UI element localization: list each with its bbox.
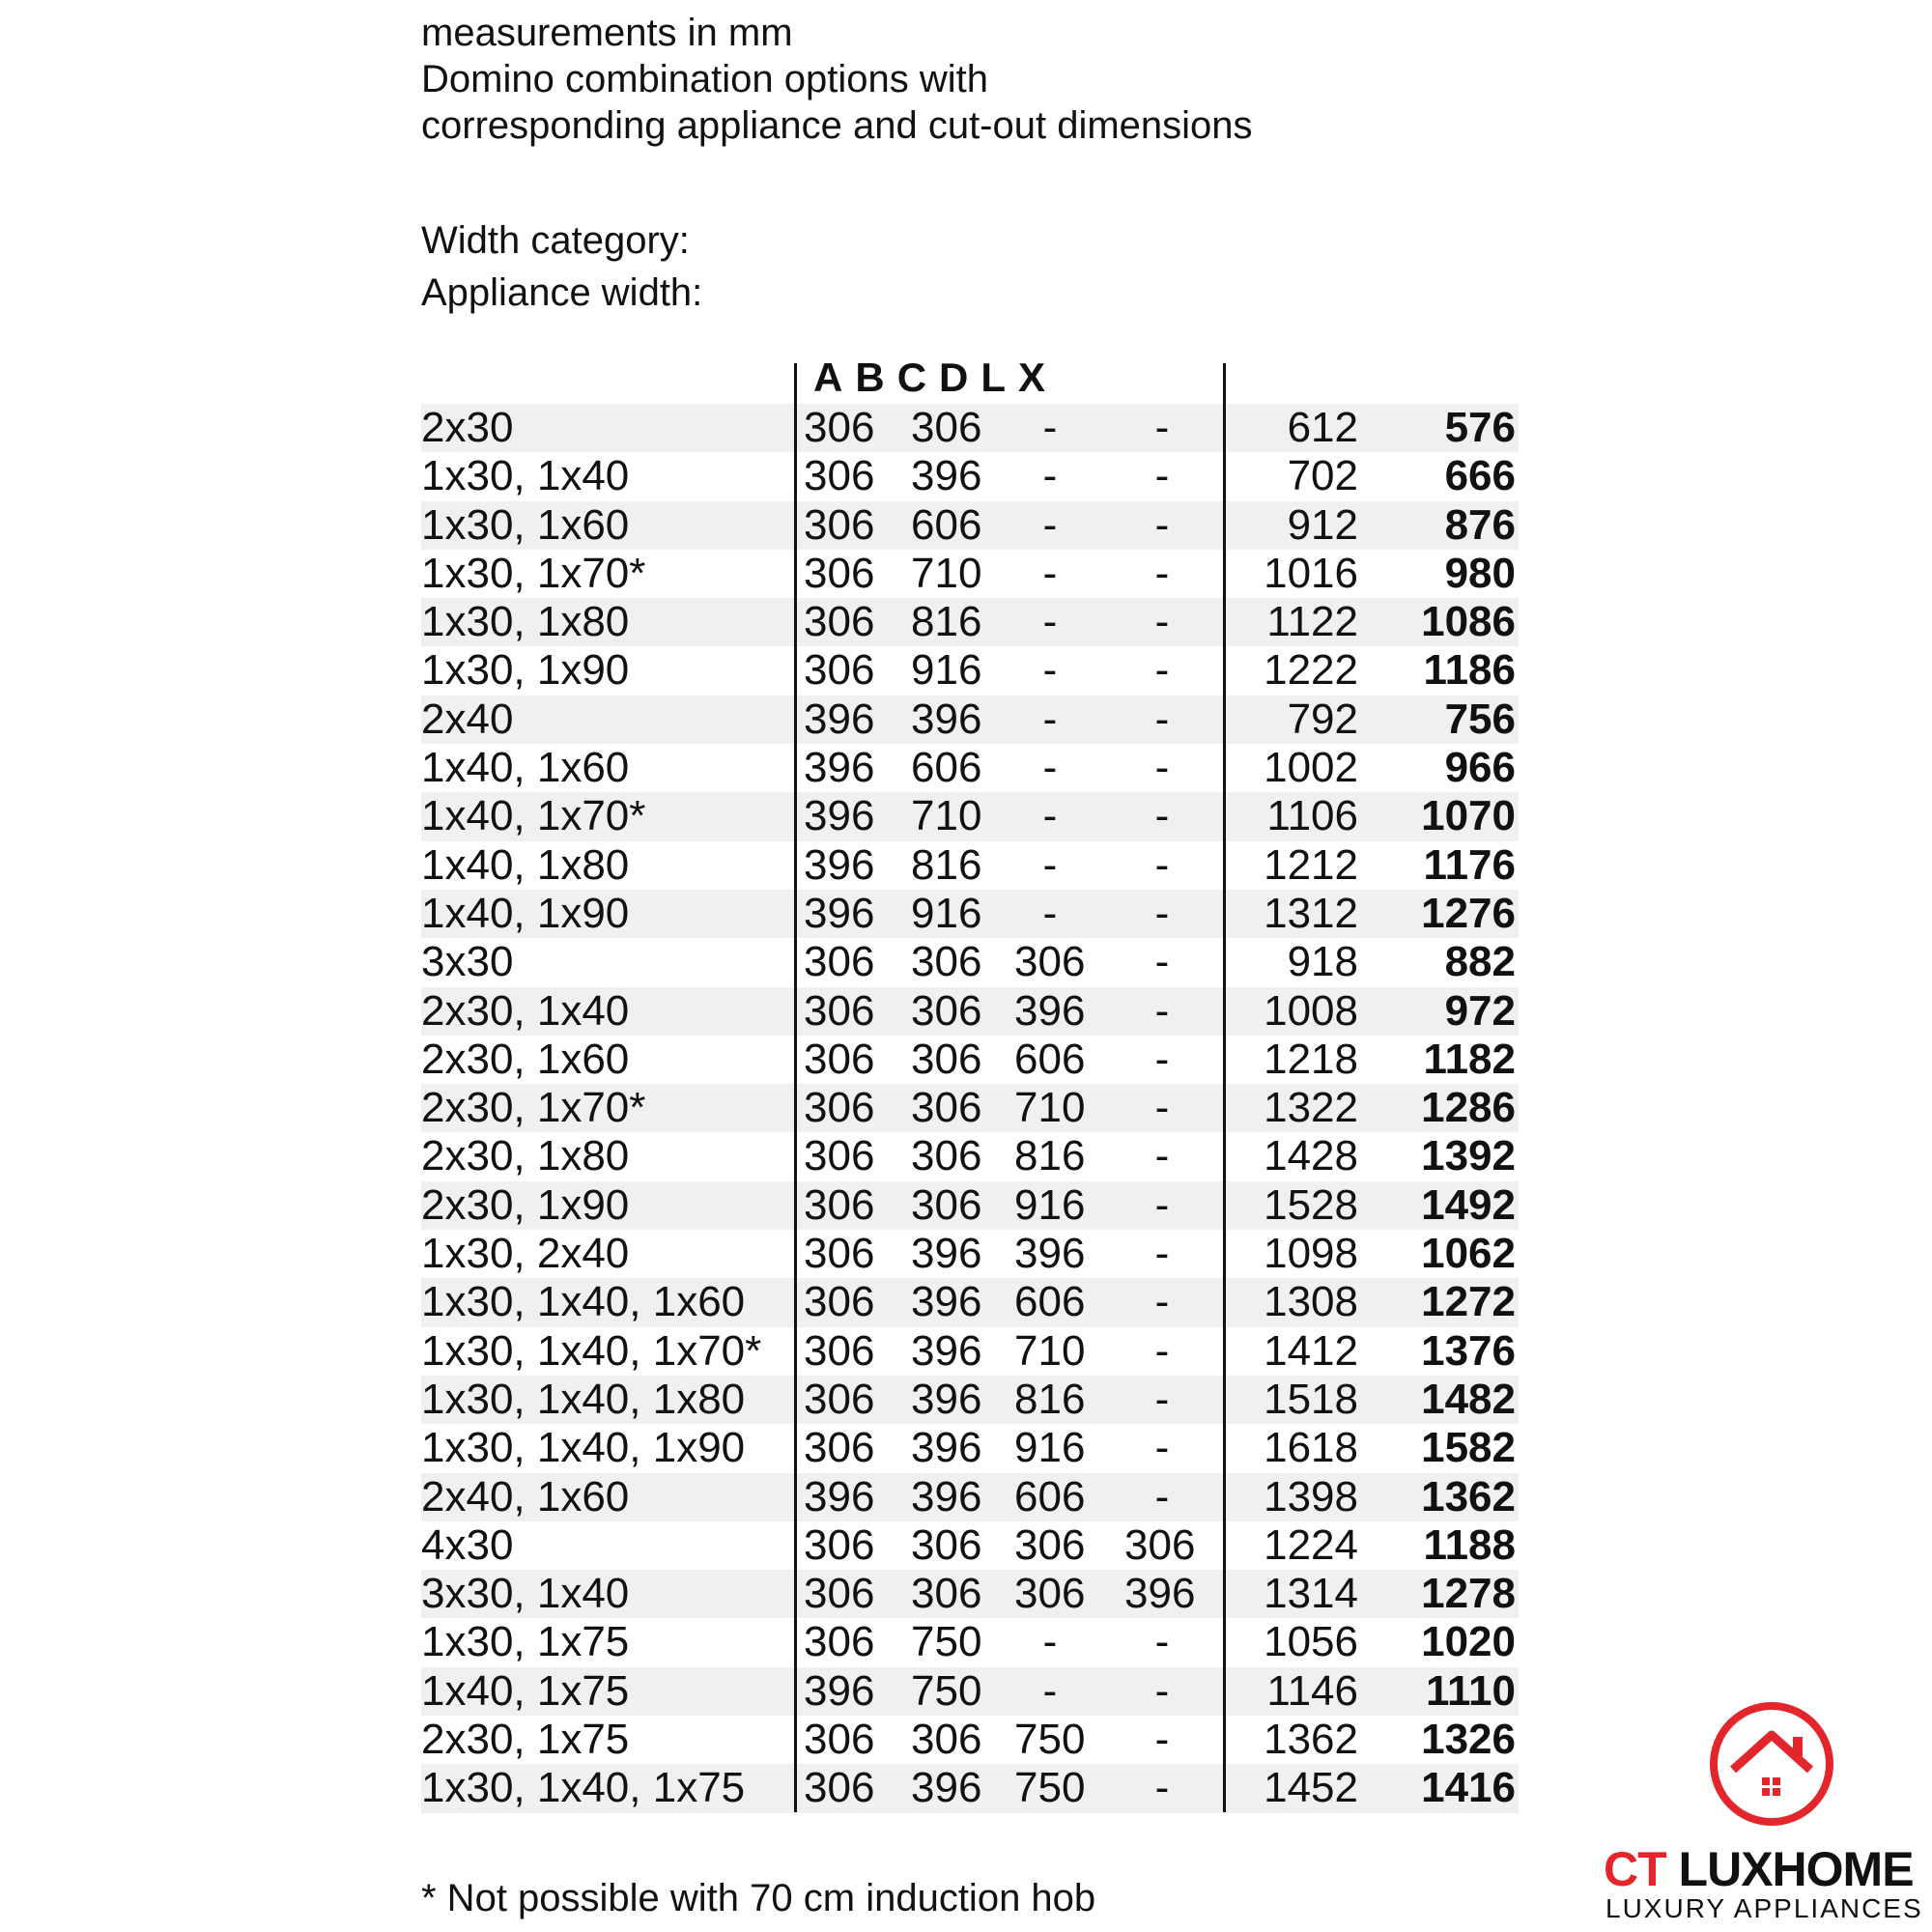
combination-cell: 1x40, 1x60 (421, 744, 630, 792)
total-width-cell: 1008 (1264, 986, 1358, 1035)
width-b-cell: 396 (911, 1230, 982, 1278)
total-width-cell: 1222 (1264, 646, 1358, 695)
width-a-cell: 306 (804, 1570, 875, 1618)
width-d-cell: - (1154, 452, 1170, 500)
width-b-cell: 396 (911, 1424, 982, 1472)
width-c-cell: - (1042, 549, 1058, 597)
combination-cell: 3x30, 1x40 (421, 1570, 630, 1618)
width-d-cell: - (1154, 404, 1170, 451)
width-a-cell: 306 (804, 646, 875, 695)
width-a-cell: 306 (804, 1764, 875, 1812)
width-b-cell: 306 (911, 938, 982, 986)
table-row (421, 598, 1519, 646)
width-b-cell: 306 (911, 404, 982, 451)
cutout-width-cell: 972 (1444, 986, 1516, 1035)
total-width-cell: 1412 (1264, 1326, 1358, 1375)
combination-cell: 2x30, 1x75 (421, 1716, 630, 1764)
combination-cell: 2x30, 1x90 (421, 1180, 630, 1229)
cutout-width-cell: 1272 (1421, 1278, 1516, 1326)
total-width-cell: 1212 (1264, 840, 1358, 889)
combination-cell: 1x40, 1x80 (421, 840, 630, 889)
width-c-cell: - (1042, 1618, 1058, 1666)
width-d-cell: - (1154, 695, 1170, 743)
width-c-cell: 816 (1014, 1375, 1086, 1423)
cutout-width-cell: 1176 (1423, 840, 1516, 889)
combination-cell: 1x30, 1x75 (421, 1618, 630, 1666)
combination-cell: 1x30, 1x40, 1x80 (421, 1375, 746, 1423)
total-width-cell: 1314 (1264, 1570, 1358, 1618)
table-row (421, 1521, 1519, 1570)
width-b-cell: 750 (911, 1666, 982, 1715)
width-d-cell: - (1154, 986, 1170, 1035)
intro-line-subtitle: corresponding appliance and cut-out dimensions (421, 104, 1253, 147)
total-width-cell: 1528 (1264, 1180, 1358, 1229)
width-a-cell: 306 (804, 1326, 875, 1375)
width-c-cell: 750 (1014, 1764, 1086, 1812)
width-d-cell: - (1154, 1180, 1170, 1229)
width-d-cell: - (1154, 1424, 1170, 1472)
cutout-width-cell: 1020 (1421, 1618, 1516, 1666)
cutout-width-cell: 666 (1444, 452, 1516, 500)
total-width-cell: 792 (1287, 695, 1358, 743)
brand-tagline: LUXURY APPLIANCES (1605, 1893, 1923, 1923)
cutout-width-cell: 1482 (1421, 1375, 1516, 1423)
width-d-cell: - (1154, 1035, 1170, 1083)
width-c-cell: - (1042, 598, 1058, 646)
width-c-cell: - (1042, 1666, 1058, 1715)
cutout-width-cell: 1278 (1421, 1570, 1516, 1618)
cutout-width-cell: 1182 (1423, 1035, 1516, 1083)
width-b-cell: 306 (911, 1716, 982, 1764)
width-c-cell: - (1042, 404, 1058, 451)
combination-cell: 2x30 (421, 404, 514, 451)
width-c-cell: 306 (1014, 1520, 1086, 1569)
width-d-cell: - (1154, 1472, 1170, 1520)
header-letter-c: C (896, 355, 927, 400)
table-row (421, 1716, 1519, 1764)
width-d-cell: 306 (1124, 1520, 1196, 1569)
width-d-cell: - (1154, 500, 1170, 549)
combination-cell: 2x30, 1x80 (421, 1132, 630, 1180)
combination-cell: 3x30 (421, 938, 514, 986)
width-d-cell: - (1154, 598, 1170, 646)
cutout-width-cell: 1062 (1421, 1230, 1516, 1278)
table-header (0, 354, 1932, 402)
total-width-cell: 912 (1287, 500, 1358, 549)
house-logo-icon (1704, 1700, 1839, 1835)
brand-logo (1596, 1700, 1932, 1932)
width-d-cell: - (1154, 744, 1170, 792)
combination-cell: 4x30 (421, 1520, 514, 1569)
combination-cell: 1x30, 1x40, 1x70* (421, 1326, 762, 1375)
combination-cell: 1x30, 1x40 (421, 452, 630, 500)
width-a-cell: 306 (804, 1716, 875, 1764)
width-c-cell: 816 (1014, 1132, 1086, 1180)
width-a-cell: 306 (804, 1084, 875, 1132)
width-c-cell: - (1042, 792, 1058, 840)
total-width-cell: 1518 (1264, 1375, 1358, 1423)
table-row (421, 1764, 1519, 1812)
width-a-cell: 306 (804, 1424, 875, 1472)
width-c-cell: 916 (1014, 1180, 1086, 1229)
width-c-cell: - (1042, 452, 1058, 500)
width-a-cell: 306 (804, 598, 875, 646)
total-width-cell: 1106 (1266, 792, 1358, 840)
combination-cell: 2x40 (421, 695, 514, 743)
table-row (421, 1084, 1519, 1132)
width-c-cell: 396 (1014, 986, 1086, 1035)
cutout-width-cell: 876 (1444, 500, 1516, 549)
combination-cell: 2x40, 1x60 (421, 1472, 630, 1520)
width-b-cell: 916 (911, 646, 982, 695)
table-row (421, 792, 1519, 840)
total-width-cell: 1122 (1266, 598, 1358, 646)
cutout-width-cell: 1086 (1421, 598, 1516, 646)
combination-cell: 1x30, 1x40, 1x75 (421, 1764, 746, 1812)
total-width-cell: 1452 (1264, 1764, 1358, 1812)
width-a-cell: 306 (804, 1180, 875, 1229)
table-row (421, 744, 1519, 792)
cutout-width-cell: 1376 (1421, 1326, 1516, 1375)
total-width-cell: 1398 (1264, 1472, 1358, 1520)
total-width-cell: 702 (1287, 452, 1358, 500)
combination-cell: 1x30, 1x40, 1x60 (421, 1278, 746, 1326)
width-c-cell: - (1042, 695, 1058, 743)
intro-line-units: measurements in mm (421, 12, 793, 54)
width-a-cell: 306 (804, 938, 875, 986)
cutout-width-cell: 1286 (1421, 1084, 1516, 1132)
total-width-cell: 1362 (1264, 1716, 1358, 1764)
combination-cell: 2x30, 1x70* (421, 1084, 646, 1132)
table-row (421, 938, 1519, 986)
width-d-cell: - (1154, 646, 1170, 695)
combination-cell: 1x40, 1x75 (421, 1666, 630, 1715)
combination-cell: 2x30, 1x60 (421, 1035, 630, 1083)
width-a-cell: 306 (804, 549, 875, 597)
table-row (421, 1132, 1519, 1180)
total-width-cell: 1224 (1264, 1520, 1358, 1569)
width-d-cell: 396 (1124, 1570, 1196, 1618)
width-c-cell: - (1042, 840, 1058, 889)
width-a-cell: 306 (804, 1035, 875, 1083)
total-width-cell: 612 (1287, 404, 1358, 451)
cutout-width-cell: 1392 (1421, 1132, 1516, 1180)
cutout-width-cell: 1186 (1423, 646, 1516, 695)
table-row (421, 1473, 1519, 1521)
width-a-cell: 396 (804, 840, 875, 889)
cutout-width-cell: 966 (1444, 744, 1516, 792)
brand-name-ct: CT (1604, 1842, 1679, 1896)
width-b-cell: 396 (911, 695, 982, 743)
width-a-cell: 396 (804, 792, 875, 840)
width-d-cell: - (1154, 549, 1170, 597)
total-width-cell: 918 (1287, 938, 1358, 986)
width-b-cell: 816 (911, 598, 982, 646)
width-c-cell: 606 (1014, 1472, 1086, 1520)
width-c-cell: - (1042, 500, 1058, 549)
appliance-width-label: Appliance width: (421, 271, 703, 314)
width-b-cell: 396 (911, 1278, 982, 1326)
intro-line-title: Domino combination options with (421, 58, 988, 100)
cutout-width-cell: 882 (1444, 938, 1516, 986)
combination-cell: 1x40, 1x70* (421, 792, 646, 840)
width-a-cell: 396 (804, 889, 875, 937)
width-a-cell: 306 (804, 1618, 875, 1666)
width-b-cell: 306 (911, 1035, 982, 1083)
width-b-cell: 606 (911, 500, 982, 549)
total-width-cell: 1428 (1264, 1132, 1358, 1180)
table-row (421, 1667, 1519, 1716)
column-letters (813, 354, 1058, 402)
combination-cell: 1x30, 1x40, 1x90 (421, 1424, 746, 1472)
width-b-cell: 396 (911, 1764, 982, 1812)
combination-cell: 1x30, 1x60 (421, 500, 630, 549)
width-c-cell: 750 (1014, 1716, 1086, 1764)
width-a-cell: 306 (804, 986, 875, 1035)
width-a-cell: 396 (804, 695, 875, 743)
header-letter-a: A (813, 355, 843, 400)
cutout-width-cell: 1070 (1421, 792, 1516, 840)
width-d-cell: - (1154, 1666, 1170, 1715)
width-a-cell: 306 (804, 1132, 875, 1180)
width-b-cell: 306 (911, 986, 982, 1035)
table-row (421, 841, 1519, 890)
width-c-cell: 916 (1014, 1424, 1086, 1472)
width-b-cell: 396 (911, 1326, 982, 1375)
width-d-cell: - (1154, 1764, 1170, 1812)
width-a-cell: 306 (804, 452, 875, 500)
table-row (421, 1376, 1519, 1424)
table-row (421, 646, 1519, 695)
cutout-width-cell: 1362 (1421, 1472, 1516, 1520)
header-letter-d: D (939, 355, 969, 400)
width-b-cell: 606 (911, 744, 982, 792)
width-b-cell: 710 (911, 549, 982, 597)
total-width-cell: 1098 (1264, 1230, 1358, 1278)
width-c-cell: 306 (1014, 938, 1086, 986)
width-b-cell: 396 (911, 452, 982, 500)
header-letter-x: X (1018, 355, 1046, 400)
width-c-cell: 396 (1014, 1230, 1086, 1278)
width-a-cell: 306 (804, 500, 875, 549)
width-category-label: Width category: (421, 219, 690, 262)
width-b-cell: 306 (911, 1180, 982, 1229)
total-width-cell: 1056 (1264, 1618, 1358, 1666)
width-c-cell: - (1042, 646, 1058, 695)
cutout-width-cell: 576 (1444, 404, 1516, 451)
width-a-cell: 306 (804, 404, 875, 451)
total-width-cell: 1218 (1264, 1035, 1358, 1083)
width-a-cell: 306 (804, 1278, 875, 1326)
total-width-cell: 1312 (1264, 889, 1358, 937)
cutout-width-cell: 980 (1444, 549, 1516, 597)
header-letter-l: L (980, 355, 1007, 400)
width-d-cell: - (1154, 792, 1170, 840)
width-b-cell: 306 (911, 1132, 982, 1180)
width-b-cell: 396 (911, 1472, 982, 1520)
width-b-cell: 916 (911, 889, 982, 937)
width-b-cell: 306 (911, 1520, 982, 1569)
total-width-cell: 1016 (1264, 549, 1358, 597)
width-d-cell: - (1154, 1230, 1170, 1278)
total-width-cell: 1308 (1264, 1278, 1358, 1326)
cutout-width-cell: 1276 (1421, 889, 1516, 937)
width-d-cell: - (1154, 1716, 1170, 1764)
table-row (421, 696, 1519, 744)
width-c-cell: 710 (1014, 1326, 1086, 1375)
table-row (421, 452, 1519, 500)
combination-cell: 2x30, 1x40 (421, 986, 630, 1035)
width-c-cell: - (1042, 889, 1058, 937)
intro-text (421, 10, 1253, 149)
column-divider-right (1223, 363, 1226, 1812)
width-c-cell: - (1042, 744, 1058, 792)
cutout-width-cell: 756 (1444, 695, 1516, 743)
width-a-cell: 396 (804, 1472, 875, 1520)
width-a-cell: 306 (804, 1375, 875, 1423)
width-c-cell: 306 (1014, 1570, 1086, 1618)
cutout-width-cell: 1492 (1421, 1180, 1516, 1229)
width-b-cell: 750 (911, 1618, 982, 1666)
total-width-cell: 1618 (1264, 1424, 1358, 1472)
width-d-cell: - (1154, 1132, 1170, 1180)
table-row (421, 1230, 1519, 1278)
total-width-cell: 1146 (1266, 1666, 1358, 1715)
width-b-cell: 306 (911, 1084, 982, 1132)
width-c-cell: 606 (1014, 1035, 1086, 1083)
table-row (421, 404, 1519, 452)
combination-cell: 1x30, 1x80 (421, 598, 630, 646)
cutout-width-cell: 1582 (1421, 1424, 1516, 1472)
table-row (421, 1278, 1519, 1326)
table-row (421, 1424, 1519, 1472)
width-b-cell: 710 (911, 792, 982, 840)
table-row (421, 501, 1519, 550)
table-row (421, 1570, 1519, 1618)
width-d-cell: - (1154, 1618, 1170, 1666)
category-labels (421, 214, 702, 319)
width-d-cell: - (1154, 938, 1170, 986)
table-row (421, 1327, 1519, 1376)
cutout-width-cell: 1110 (1425, 1666, 1516, 1715)
combination-cell: 1x30, 1x90 (421, 646, 630, 695)
cutout-width-cell: 1326 (1421, 1716, 1516, 1764)
width-a-cell: 306 (804, 1520, 875, 1569)
domino-combination-table (421, 404, 1519, 1813)
table-row (421, 890, 1519, 938)
width-b-cell: 396 (911, 1375, 982, 1423)
width-c-cell: 710 (1014, 1084, 1086, 1132)
width-d-cell: - (1154, 840, 1170, 889)
width-a-cell: 306 (804, 1230, 875, 1278)
total-width-cell: 1322 (1264, 1084, 1358, 1132)
width-b-cell: 306 (911, 1570, 982, 1618)
width-d-cell: - (1154, 1375, 1170, 1423)
table-row (421, 550, 1519, 598)
width-a-cell: 396 (804, 744, 875, 792)
combination-cell: 1x40, 1x90 (421, 889, 630, 937)
width-d-cell: - (1154, 1326, 1170, 1375)
brand-name (1604, 1843, 1914, 1895)
brand-name-luxhome: LUXHOME (1678, 1842, 1914, 1896)
table-row (421, 1036, 1519, 1084)
width-b-cell: 816 (911, 840, 982, 889)
cutout-width-cell: 1188 (1423, 1520, 1516, 1569)
width-a-cell: 396 (804, 1666, 875, 1715)
width-d-cell: - (1154, 1278, 1170, 1326)
cutout-width-cell: 1416 (1421, 1764, 1516, 1812)
footnote: * Not possible with 70 cm induction hob (421, 1877, 1096, 1919)
total-width-cell: 1002 (1264, 744, 1358, 792)
combination-cell: 1x30, 1x70* (421, 549, 646, 597)
column-divider-left (794, 363, 797, 1812)
width-d-cell: - (1154, 889, 1170, 937)
table-row (421, 1181, 1519, 1230)
table-row (421, 987, 1519, 1036)
width-c-cell: 606 (1014, 1278, 1086, 1326)
table-row (421, 1618, 1519, 1666)
combination-cell: 1x30, 2x40 (421, 1230, 630, 1278)
header-letter-b: B (855, 355, 885, 400)
width-d-cell: - (1154, 1084, 1170, 1132)
